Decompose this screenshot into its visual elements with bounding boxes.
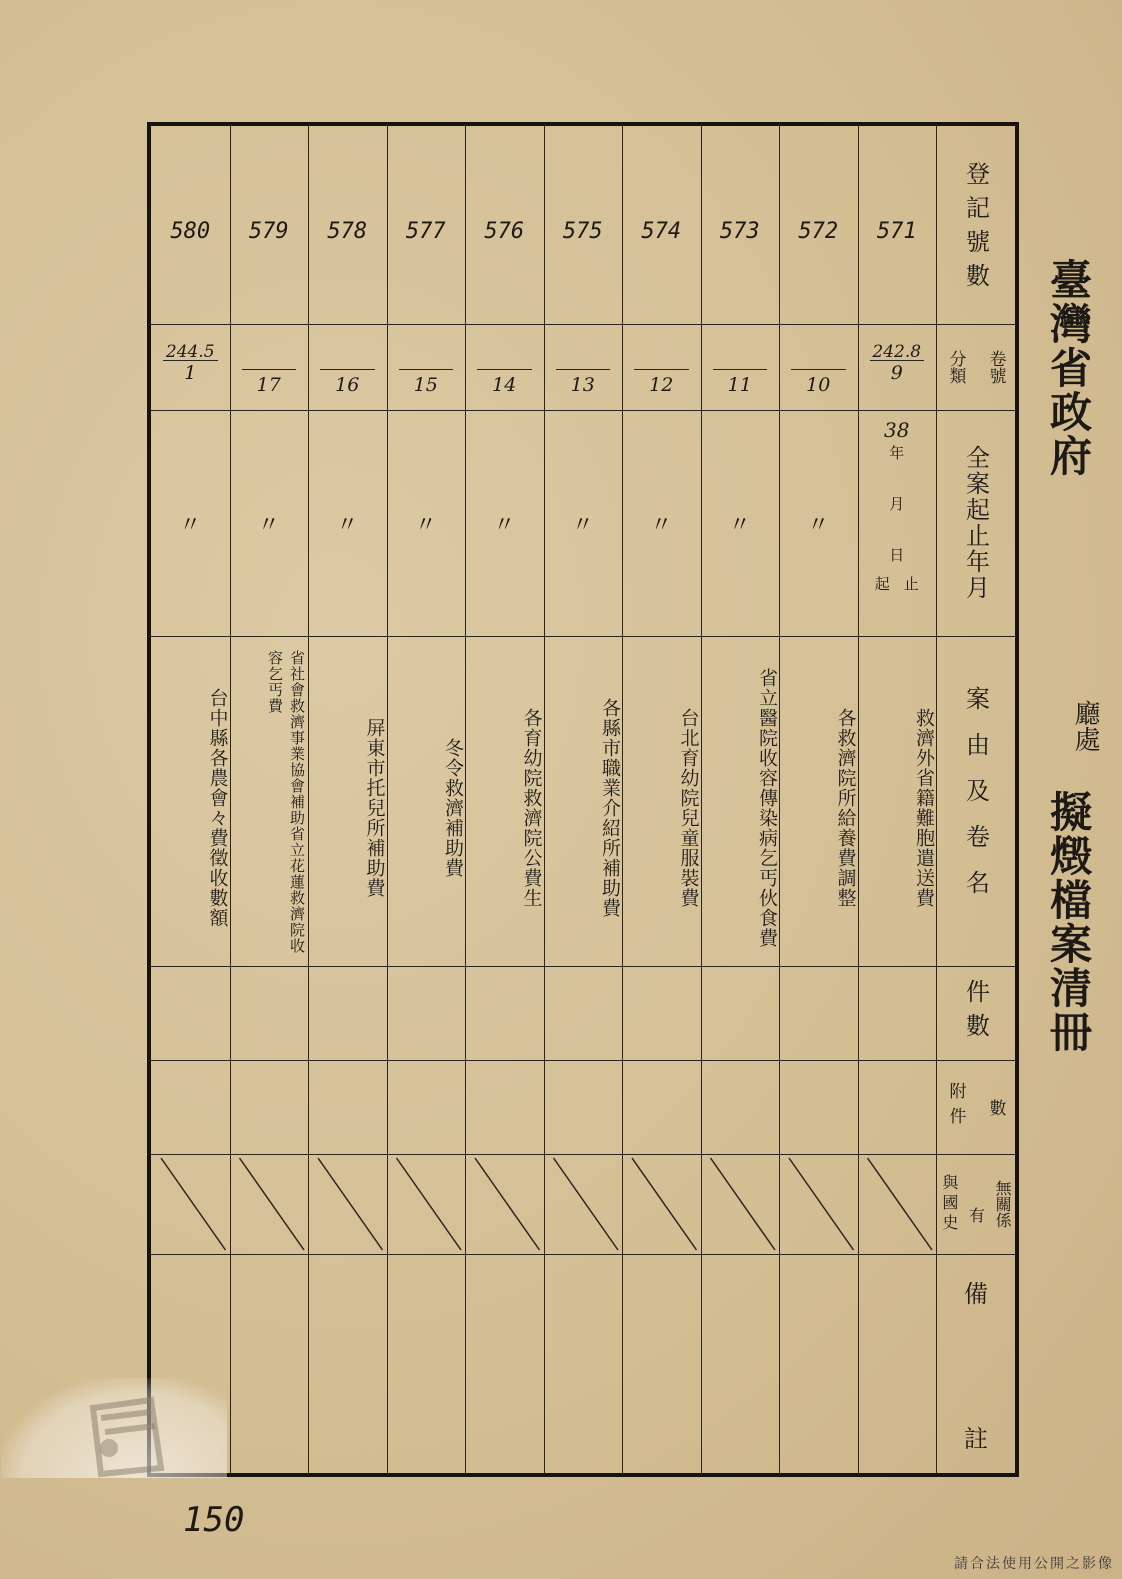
reg-number: 579 — [248, 218, 289, 244]
date-ditto: 〃 — [571, 512, 594, 538]
subject-text: 台中縣各農會々費徵收數額 — [206, 688, 229, 928]
subject-text: 台北育幼院兒童服裝費 — [677, 708, 700, 908]
date-day-label: 日 — [889, 546, 905, 564]
reg-number: 574 — [641, 218, 682, 244]
office-label: 廳處 — [1070, 700, 1100, 752]
row-divider — [151, 966, 1015, 967]
file-number: 1 — [184, 362, 197, 384]
date-year: 38 — [884, 418, 910, 442]
fraction-line — [713, 369, 768, 370]
subject-text: 冬令救濟補助費 — [442, 738, 464, 878]
file-number: 15 — [413, 374, 438, 396]
row-divider — [151, 1154, 1015, 1155]
fraction-line — [556, 369, 611, 370]
fraction-line — [399, 369, 454, 370]
subject-text: 各縣市職業介紹所補助費 — [599, 698, 621, 918]
slash-mark — [632, 1158, 697, 1250]
reg-number: 575 — [562, 218, 603, 244]
book-stamp-icon — [1, 1378, 227, 1478]
reg-number: 572 — [798, 218, 839, 244]
header-subject: 案由及卷名 — [961, 686, 990, 916]
fraction-line — [477, 369, 532, 370]
file-number: 12 — [649, 374, 674, 396]
header-history-1: 無關係 — [993, 1180, 1013, 1228]
slash-mark — [789, 1158, 854, 1250]
reg-number: 580 — [170, 218, 211, 244]
classification-cell — [701, 324, 780, 410]
subject-text: 各育幼院救濟院公費生 — [520, 708, 543, 908]
date-end-label: 止 — [903, 575, 919, 593]
file-number: 11 — [727, 374, 752, 396]
page-number: 150 — [183, 1500, 245, 1540]
fraction-line — [634, 369, 689, 370]
reg-number: 578 — [327, 218, 368, 244]
usage-notice: 請合法使用公開之影像 — [954, 1556, 1114, 1572]
fraction-line — [242, 369, 297, 370]
header-count: 件數 — [961, 979, 990, 1047]
classification-cell — [230, 324, 309, 410]
slash-mark — [711, 1158, 776, 1250]
slash-mark — [318, 1158, 383, 1250]
classification-cell — [622, 324, 701, 410]
archive-stamp-watermark — [1, 1378, 227, 1478]
list-title: 擬燬檔案清冊 — [1044, 790, 1093, 1054]
header-remarks-1: 備 — [964, 1280, 988, 1308]
classification-cell — [779, 324, 858, 410]
row-divider — [151, 1254, 1015, 1255]
subject-text: 省立醫院收容傳染病乞丐伙食費 — [756, 668, 778, 948]
fraction-line — [320, 369, 375, 370]
date-ditto: 〃 — [414, 512, 437, 538]
classification-cell — [544, 324, 623, 410]
file-group: 242.8 — [872, 342, 922, 362]
file-number: 14 — [492, 374, 517, 396]
subject-text: 各救濟院所給養費調整 — [834, 708, 857, 908]
row-divider — [151, 1060, 1015, 1061]
date-range-cell — [858, 410, 937, 636]
slash-mark — [240, 1158, 305, 1250]
classification-cell — [308, 324, 387, 410]
date-ditto: 〃 — [257, 512, 280, 538]
date-ditto: 〃 — [807, 512, 830, 538]
header-attachment-qty: 數 — [985, 1098, 1006, 1116]
fraction-line — [870, 360, 925, 361]
date-ditto: 〃 — [728, 512, 751, 538]
header-reg-no: 登記號數 — [961, 161, 990, 297]
classification-cell — [858, 324, 937, 410]
header-attachment-label: 附件 — [945, 1082, 966, 1132]
header-history-3: 與國史 — [939, 1174, 959, 1234]
file-number: 13 — [570, 374, 595, 396]
date-start-end — [875, 573, 919, 594]
reg-number: 576 — [484, 218, 525, 244]
date-year-label: 年 — [889, 444, 905, 462]
file-number: 9 — [890, 362, 903, 384]
reg-number: 573 — [719, 218, 760, 244]
classification-cell — [151, 324, 230, 410]
header-classification: 分類 — [945, 350, 966, 384]
date-ditto: 〃 — [650, 512, 673, 538]
date-ditto: 〃 — [493, 512, 516, 538]
slash-mark — [868, 1158, 933, 1250]
file-number: 10 — [806, 374, 831, 396]
fraction-line — [791, 369, 846, 370]
subject-text: 屏東市托兒所補助費 — [363, 718, 386, 898]
classification-cell — [465, 324, 544, 410]
page-title: 臺灣省政府 — [1044, 258, 1093, 478]
date-month-label: 月 — [889, 495, 905, 513]
column-divider — [936, 126, 937, 1473]
file-number: 17 — [256, 374, 281, 396]
reg-number: 571 — [876, 218, 917, 244]
date-start-label: 起 — [874, 575, 890, 593]
header-file-no: 卷號 — [985, 350, 1006, 384]
slash-mark — [554, 1158, 619, 1250]
file-number: 16 — [335, 374, 360, 396]
subject-text: 省社會救濟事業協會補助省立花蓮救濟院收容乞丐費 — [266, 650, 306, 954]
ledger-table — [147, 122, 1019, 1477]
reg-number: 577 — [405, 218, 446, 244]
header-remarks-2: 註 — [964, 1425, 988, 1453]
subject-text: 救濟外省籍難胞遣送費 — [913, 708, 935, 908]
fraction-line — [163, 360, 218, 361]
file-group: 244.5 — [165, 342, 215, 362]
date-ditto: 〃 — [179, 512, 202, 538]
slash-mark — [397, 1158, 462, 1250]
slash-mark — [161, 1158, 226, 1250]
header-date-range: 全案起止年月 — [961, 445, 990, 601]
slash-mark — [475, 1158, 540, 1250]
classification-cell — [387, 324, 466, 410]
date-ditto: 〃 — [336, 512, 359, 538]
header-history-2: 有 — [966, 1207, 986, 1223]
